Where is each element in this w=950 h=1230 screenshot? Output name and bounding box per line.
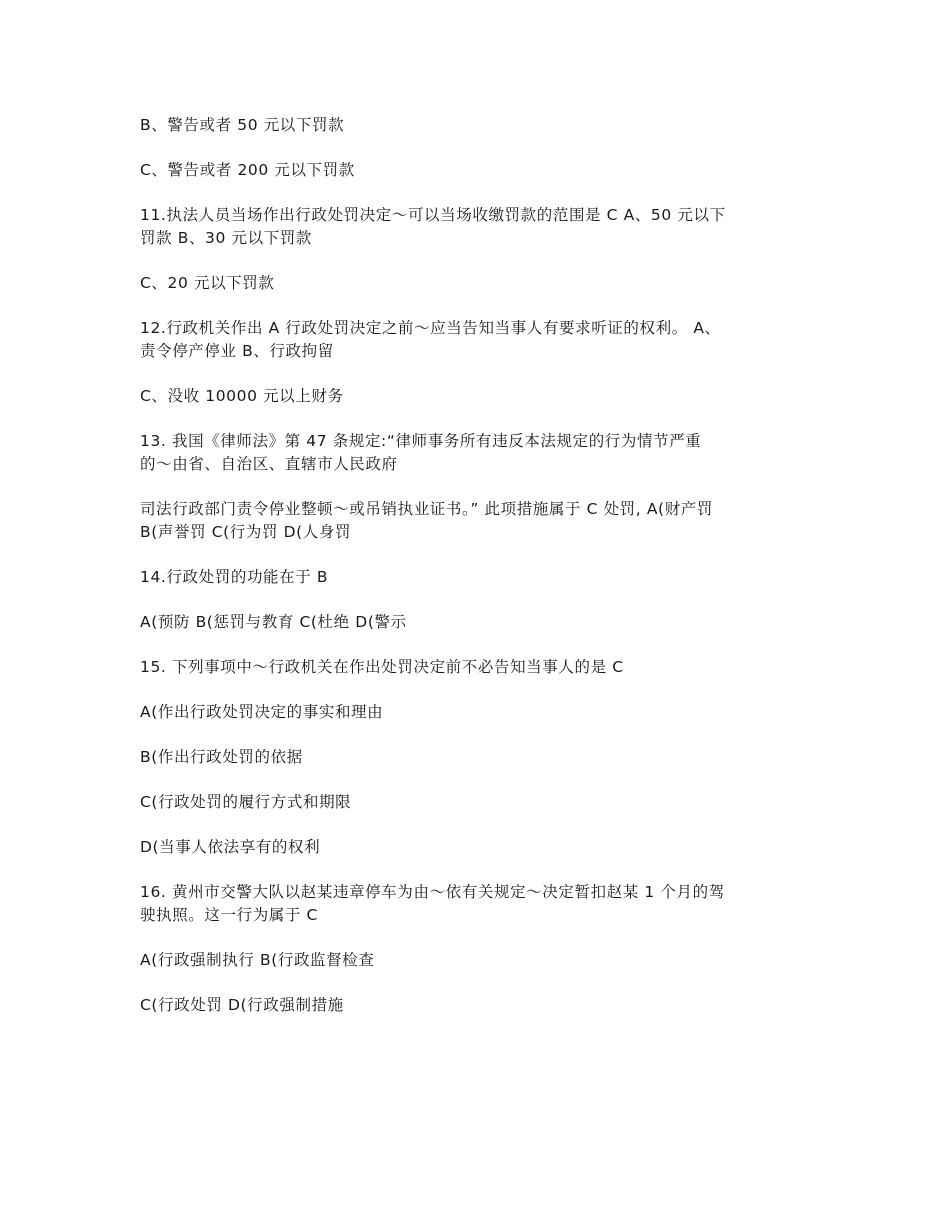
text-line: 的～由省、自治区、直辖市人民政府 bbox=[140, 455, 398, 473]
paragraph bbox=[140, 746, 810, 769]
paragraph bbox=[140, 498, 810, 544]
text-line: A(作出行政处罚决定的事实和理由 bbox=[140, 703, 384, 721]
text-line: C、警告或者 200 元以下罚款 bbox=[140, 161, 355, 179]
document-page bbox=[140, 114, 810, 1039]
paragraph bbox=[140, 656, 810, 679]
paragraph bbox=[140, 159, 810, 182]
text-line: D(当事人依法享有的权利 bbox=[140, 838, 321, 856]
paragraph bbox=[140, 566, 810, 589]
text-line: 司法行政部门责令停业整顿～或吊销执业证书。” 此项措施属于 C 处罚, A(财产罚 bbox=[140, 500, 713, 518]
document-body bbox=[140, 114, 810, 1017]
paragraph bbox=[140, 791, 810, 814]
text-line: C(行政处罚的履行方式和期限 bbox=[140, 793, 352, 811]
paragraph bbox=[140, 836, 810, 859]
text-line: A(行政强制执行 B(行政监督检查 bbox=[140, 951, 375, 969]
text-line: 11.执法人员当场作出行政处罚决定～可以当场收缴罚款的范围是 C A、50 元以下 bbox=[140, 206, 726, 224]
text-line: B(声誉罚 C(行为罚 D(人身罚 bbox=[140, 523, 352, 541]
text-line: 罚款 B、30 元以下罚款 bbox=[140, 229, 313, 247]
text-line: B(作出行政处罚的依据 bbox=[140, 748, 303, 766]
paragraph bbox=[140, 701, 810, 724]
paragraph bbox=[140, 272, 810, 295]
text-line: 16. 黄州市交警大队以赵某违章停车为由～依有关规定～决定暂扣赵某 1 个月的驾 bbox=[140, 883, 725, 901]
paragraph bbox=[140, 949, 810, 972]
text-line: 15. 下列事项中～行政机关在作出处罚决定前不必告知当事人的是 C bbox=[140, 658, 624, 676]
paragraph bbox=[140, 611, 810, 634]
paragraph bbox=[140, 317, 810, 363]
text-line: C、没收 10000 元以上财务 bbox=[140, 387, 344, 405]
text-line: 12.行政机关作出 A 行政处罚决定之前～应当告知当事人有要求听证的权利。 A、 bbox=[140, 319, 721, 337]
text-line: 14.行政处罚的功能在于 B bbox=[140, 568, 329, 586]
paragraph bbox=[140, 114, 810, 137]
text-line: 13. 我国《律师法》第 47 条规定:“律师事务所有违反本法规定的行为情节严重 bbox=[140, 432, 702, 450]
paragraph bbox=[140, 204, 810, 250]
text-line: C(行政处罚 D(行政强制措施 bbox=[140, 996, 344, 1014]
text-line: A(预防 B(惩罚与教育 C(杜绝 D(警示 bbox=[140, 613, 407, 631]
paragraph bbox=[140, 385, 810, 408]
text-line: B、警告或者 50 元以下罚款 bbox=[140, 116, 345, 134]
paragraph bbox=[140, 881, 810, 927]
text-line: 驶执照。这一行为属于 C bbox=[140, 906, 318, 924]
text-line: 责令停产停业 B、行政拘留 bbox=[140, 342, 334, 360]
paragraph bbox=[140, 430, 810, 476]
paragraph bbox=[140, 994, 810, 1017]
text-line: C、20 元以下罚款 bbox=[140, 274, 275, 292]
